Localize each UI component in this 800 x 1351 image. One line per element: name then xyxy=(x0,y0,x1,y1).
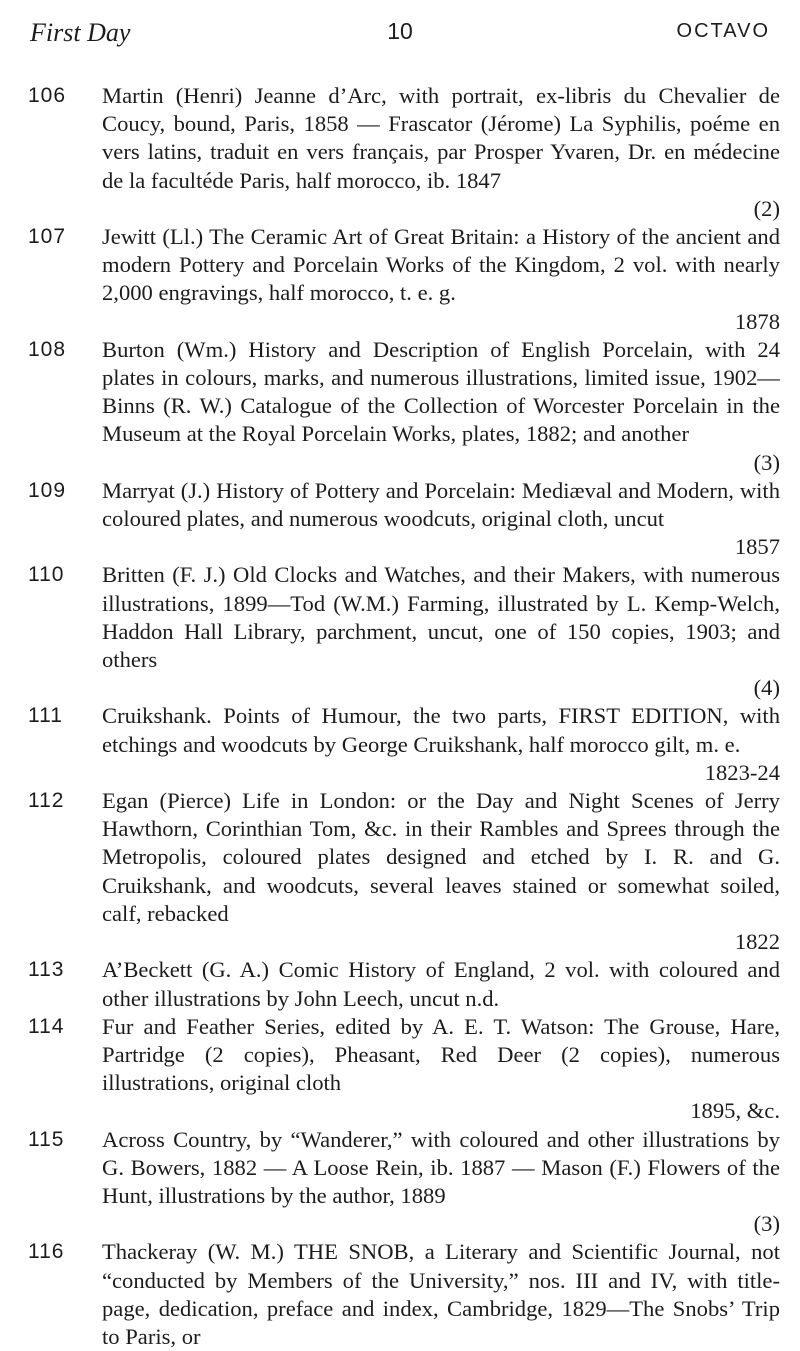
lot-entry xyxy=(28,561,780,702)
lot-date-or-count: 1823-24 xyxy=(704,759,780,785)
lot-description: Burton (Wm.) History and Description of English Porcelain, with 24 plates in colours, marks, and numerous illustrations, limited issue, 1902—Binns (R. W.) Catalogue of the Collection of Worcester Porcelain in the Museum at the Royal Porcelain Works, plates, 1882; and another xyxy=(102,336,780,447)
lot-number: 107 xyxy=(28,225,67,249)
lot-description: Thackeray (W. M.) THE SNOB, a Literary and Scientific Journal, not “conducted by Members of the University,” nos. III and IV, with title-page, dedication, preface and index, Cambridge, 1829—The Snobs’ Trip to Paris, or xyxy=(102,1239,780,1349)
lot-description: Britten (F. J.) Old Clocks and Watches, and their Makers, with numerous illustrations, 1899—Tod (W.M.) Farming, illustrated by L. Kemp-Welch, Haddon Hall Library, parchment, uncut, one of 150 copies, 1903; and others xyxy=(102,562,780,673)
lot-entry xyxy=(28,787,780,956)
lot-description: Jewitt (Ll.) The Ceramic Art of Great Britain: a History of the ancient and modern Pottery and Porcelain Works of the Kingdom, 2 vol. with nearly 2,000 engravings, half morocco, t. e. g. xyxy=(102,224,780,306)
lot-date-or-count: 1857 xyxy=(734,534,780,560)
lot-number: 110 xyxy=(28,563,65,587)
lot-number: 106 xyxy=(28,84,67,107)
lot-description: Egan (Pierce) Life in London: or the Day and Night Scenes of Jerry Hawthorn, Corinthian Tom, &c. in their Rambles and Sprees through the Metropolis, coloured plates designed and etched by I. R. and G. Cruikshank, and woodcuts, several leaves stained or somewhat soiled, calf, rebacked xyxy=(102,788,780,926)
lot-date-or-count: 1895, &c. xyxy=(690,1098,780,1124)
lot-number: 116 xyxy=(28,1240,65,1264)
lot-number: 108 xyxy=(28,337,67,361)
header-format: OCTAVO xyxy=(676,20,770,42)
lot-entry xyxy=(28,956,780,1012)
lot-entry xyxy=(28,223,780,336)
lot-description: Marryat (J.) History of Pottery and Porcelain: Mediæval and Modern, with coloured plates, and numerous woodcuts, original cloth, uncut xyxy=(102,477,780,532)
lot-entry xyxy=(28,702,780,787)
lot-number: 115 xyxy=(28,1127,65,1151)
lot-date-or-count: (2) xyxy=(753,195,780,221)
lot-entry xyxy=(28,336,780,477)
lot-list xyxy=(28,82,780,1351)
lot-date-or-count: (3) xyxy=(753,449,780,475)
lot-date-or-count: (4) xyxy=(753,675,780,701)
lot-entry xyxy=(28,1126,780,1239)
lot-description: Cruikshank. Points of Humour, the two parts, FIRST EDITION, with etchings and woodcuts by George Cruikshank, half morocco gilt, m. e. xyxy=(102,703,780,757)
lot-entry xyxy=(28,1238,780,1351)
page-number: 10 xyxy=(387,18,413,44)
lot-description: Fur and Feather Series, edited by A. E. T. Watson: The Grouse, Hare, Partridge (2 copies), Pheasant, Red Deer (2 copies), numerous illustrations, original cloth xyxy=(102,1013,780,1096)
lot-number: 112 xyxy=(28,789,65,813)
lot-description: Across Country, by “Wanderer,” with coloured and other illustrations by G. Bowers, 1882 — A Loose Rein, ib. 1887 — Mason (F.) Flowers of the Hunt, illustrations by the author, 1889 xyxy=(102,1126,780,1208)
lot-date-or-count: 1822 xyxy=(734,929,780,955)
lot-description: Martin (Henri) Jeanne d’Arc, with portrait, ex-libris du Chevalier de Coucy, bound, Paris, 1858 — Frascator (Jérome) La Syphilis, poéme en vers latins, traduit en vers français, par Prosper Yvaren, Dr. en médecine de la facultéde Paris, half morocco, ib. 1847 xyxy=(102,83,780,193)
lot-date-or-count: (3) xyxy=(753,1211,780,1237)
lot-number: 109 xyxy=(28,478,67,502)
lot-date-or-count: 1878 xyxy=(734,308,780,334)
page-header xyxy=(30,18,770,58)
header-day: First Day xyxy=(30,18,131,47)
lot-entry xyxy=(28,1013,780,1126)
lot-number: 114 xyxy=(28,1014,65,1038)
lot-number: 111 xyxy=(28,704,63,728)
lot-entry xyxy=(28,477,780,562)
lot-entry xyxy=(28,82,780,223)
lot-description: A’Beckett (G. A.) Comic History of England, 2 vol. with coloured and other illustrations by John Leech, uncut n.d. xyxy=(102,957,780,1011)
lot-number: 113 xyxy=(28,958,65,982)
